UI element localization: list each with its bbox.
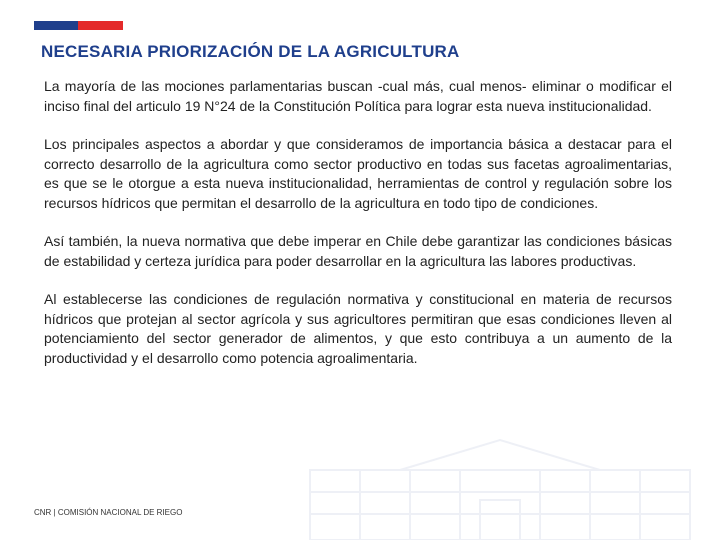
flag-bar bbox=[34, 21, 123, 30]
paragraph-3: Así también, la nueva normativa que debe imperar en Chile debe garantizar las condiciones básicas de estabilidad y certeza jurídica para poder desarrollar en la agricultura las labores productivas. bbox=[44, 233, 672, 269]
flag-red-segment bbox=[78, 21, 123, 30]
paragraph-2: Los principales aspectos a abordar y que consideramos de importancia básica a destacar para el correcto desarrollo de la agricultura como sector productivo en todas sus facetas agroalimentarias, es que se le otorgue a esta nueva institucionalidad, herramientas de control y regulación sobre los recursos hídricos que permitan el desarrollo de la agricultura en todo tipo de condiciones. bbox=[44, 136, 672, 211]
paragraph-4: Al establecerse las condiciones de regulación normativa y constitucional en materia de recursos hídricos que protejan al sector agrícola y sus agricultores permitiran que esas condiciones lleven al potenciamiento del sector generador de alimentos, y que esto contribuya a un aumento de la productividad y el desarrollo como potencia agroalimentaria. bbox=[44, 291, 672, 366]
paragraph-1: La mayoría de las mociones parlamentarias buscan -cual más, cual menos- eliminar o modificar el inciso final del articulo 19 N°24 de la Constitución Política para lograr esta nueva institucionalidad. bbox=[44, 78, 672, 114]
slide-title: NECESARIA PRIORIZACIÓN DE LA AGRICULTURA bbox=[41, 42, 460, 61]
flag-blue-segment bbox=[34, 21, 78, 30]
footer-label: CNR | COMISIÓN NACIONAL DE RIEGO bbox=[34, 508, 183, 517]
building-watermark bbox=[280, 430, 720, 540]
slide-body bbox=[44, 77, 672, 387]
